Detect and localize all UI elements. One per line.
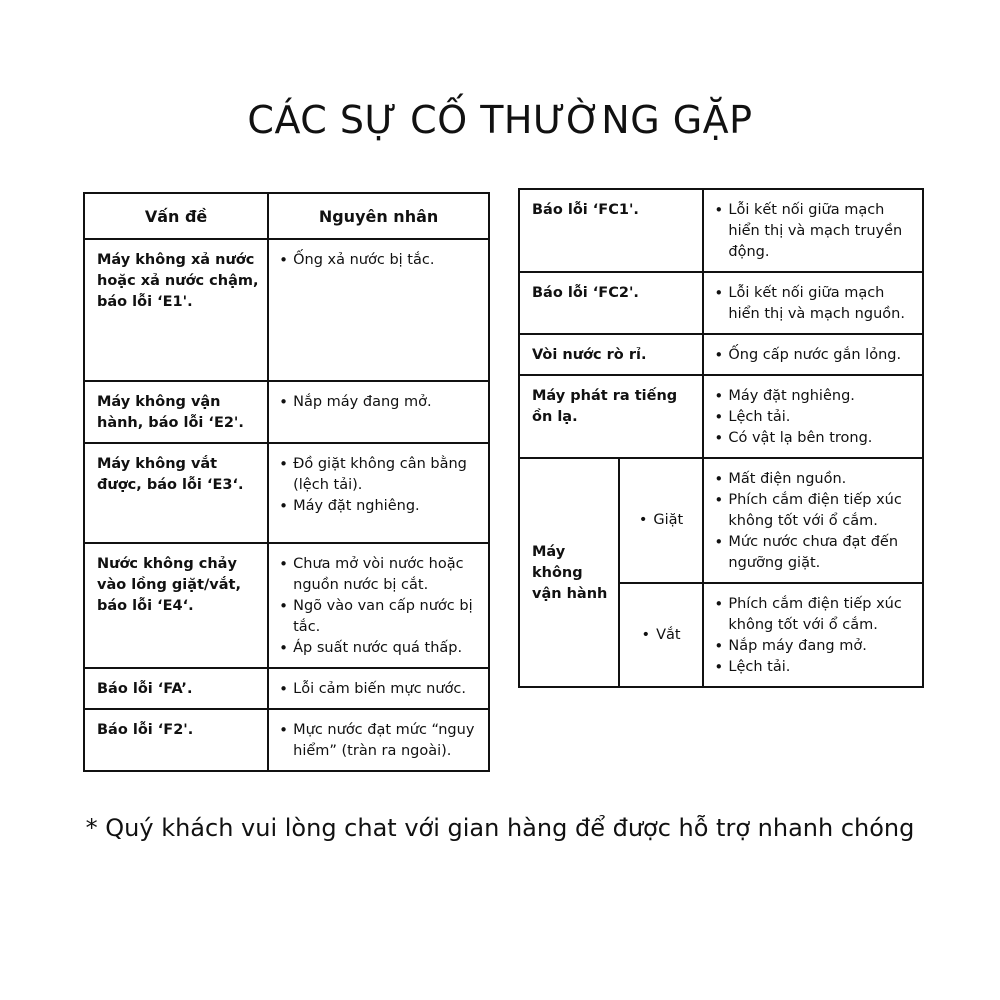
issue-cell: Báo lỗi ‘FA’.: [84, 668, 268, 709]
issue-cell: Nước không chảy vào lồng giặt/vắt, báo lỗi ‘E4‘.: [84, 543, 268, 668]
cause-item: • Mức nước chưa đạt đến ngưỡng giặt.: [714, 532, 914, 574]
cause-item: • Lỗi cảm biến mực nước.: [279, 679, 480, 700]
issue-cell: Vòi nước rò rỉ.: [519, 334, 703, 375]
issue-cell: Máy không xả nước hoặc xả nước chậm, báo lỗi ‘E1'.: [84, 239, 268, 381]
cause-item: • Phích cắm điện tiếp xúc không tốt với ổ cắm.: [714, 594, 914, 636]
sub-issue-label: Vắt: [656, 626, 681, 643]
cause-cell: [268, 668, 489, 709]
cause-cell: [268, 239, 489, 381]
cause-cell: [703, 375, 923, 458]
cause-item: • Máy đặt nghiêng.: [714, 386, 914, 407]
cause-item: • Chưa mở vòi nước hoặc nguồn nước bị cắt.: [279, 554, 480, 596]
cause-item: • Áp suất nước quá thấp.: [279, 638, 480, 659]
cause-item: • Nắp máy đang mở.: [714, 636, 914, 657]
cause-item: • Lệch tải.: [714, 657, 914, 678]
cause-item: • Lỗi kết nối giữa mạch hiển thị và mạch nguồn.: [714, 283, 914, 325]
cause-item: • Lệch tải.: [714, 407, 914, 428]
cause-cell: [268, 381, 489, 443]
sub-issue-label: Giặt: [653, 512, 684, 528]
cause-cell: [703, 458, 923, 583]
cause-cell: [268, 709, 489, 771]
issue-cell: Máy phát ra tiếng ồn lạ.: [519, 375, 703, 458]
left-issues-table: [83, 192, 490, 772]
issue-cell: Báo lỗi ‘FC1'.: [519, 189, 703, 272]
cause-item: • Đồ giặt không cân bằng (lệch tải).: [279, 454, 480, 496]
footer-note: * Quý khách vui lòng chat với gian hàng để được hỗ trợ nhanh chóng: [85, 814, 915, 842]
cause-item: • Có vật lạ bên trong.: [714, 428, 914, 449]
cause-item: • Nắp máy đang mở.: [279, 392, 480, 413]
cause-item: • Lỗi kết nối giữa mạch hiển thị và mạch truyền động.: [714, 200, 914, 263]
cause-cell: [268, 543, 489, 668]
page-title: CÁC SỰ CỐ THƯỜNG GẶP: [247, 98, 753, 142]
cause-cell: [703, 189, 923, 272]
cause-item: • Ống cấp nước gắn lỏng.: [714, 345, 914, 366]
bullet-icon: •: [641, 626, 651, 643]
cause-item: • Ống xả nước bị tắc.: [279, 250, 480, 271]
sub-issue-wash: [619, 458, 704, 583]
issue-cell: Báo lỗi ‘FC2'.: [519, 272, 703, 334]
right-issues-table: [518, 188, 924, 688]
header-issue: Vấn đề: [84, 193, 268, 239]
cause-item: • Ngõ vào van cấp nước bị tắc.: [279, 596, 480, 638]
cause-cell: [703, 272, 923, 334]
issue-cell: Báo lỗi ‘F2'.: [84, 709, 268, 771]
cause-item: • Mực nước đạt mức “nguy hiểm” (tràn ra ngoài).: [279, 720, 480, 762]
cause-item: • Mất điện nguồn.: [714, 469, 914, 490]
group-issue-cell: Máy không vận hành: [519, 458, 619, 687]
sub-issue-spin: [619, 583, 704, 687]
bullet-icon: •: [638, 512, 648, 528]
issue-cell: Máy không vận hành, báo lỗi ‘E2'.: [84, 381, 268, 443]
cause-item: • Máy đặt nghiêng.: [279, 496, 480, 517]
issue-cell: Máy không vắt được, báo lỗi ‘E3‘.: [84, 443, 268, 543]
cause-cell: [703, 334, 923, 375]
cause-item: • Phích cắm điện tiếp xúc không tốt với ổ cắm.: [714, 490, 914, 532]
cause-cell: [268, 443, 489, 543]
header-cause: Nguyên nhân: [268, 193, 489, 239]
cause-cell: [703, 583, 923, 687]
